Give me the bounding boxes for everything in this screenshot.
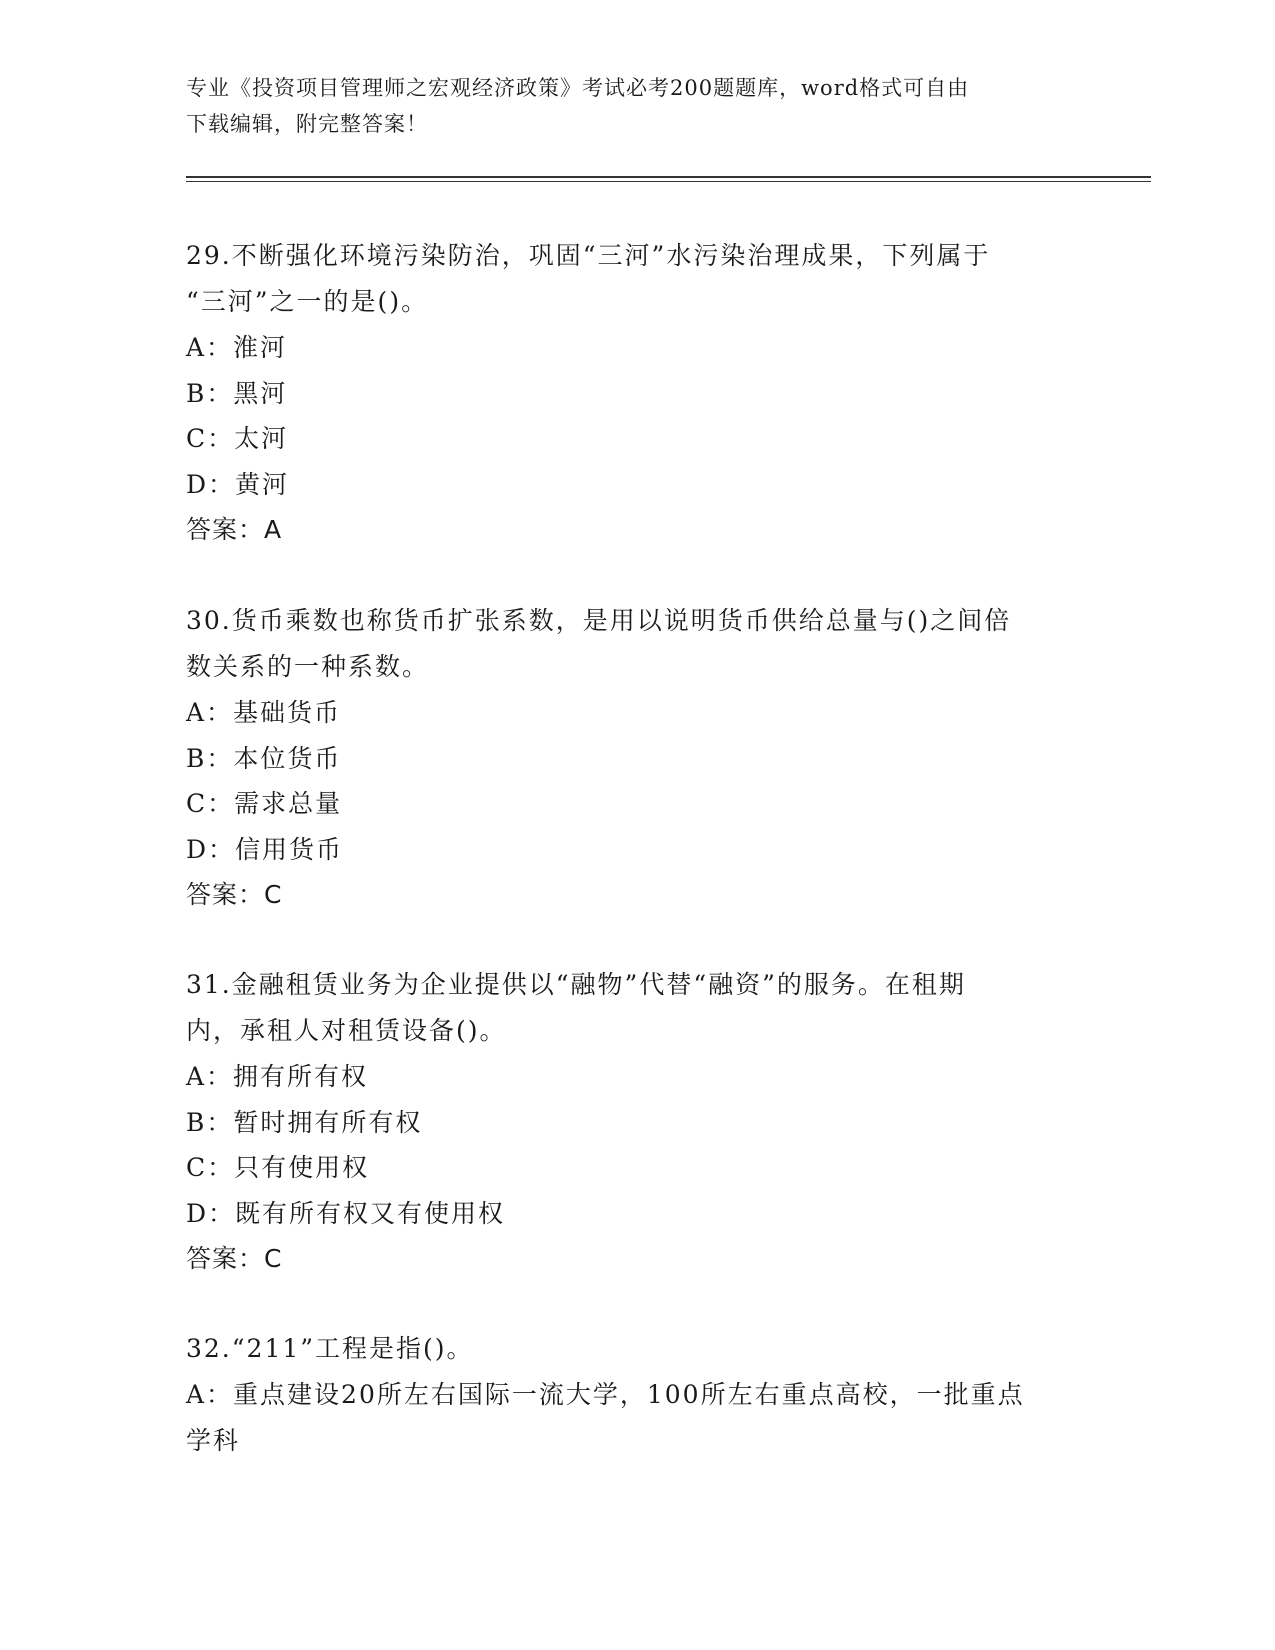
option-a: A：重点建设20所左右国际一流大学，100所左右重点高校，一批重点 — [186, 1380, 1025, 1409]
option-d: D：黄河 — [186, 469, 290, 499]
question-stem: 数关系的一种系数。 — [186, 652, 430, 681]
answer: 答案：C — [186, 880, 283, 909]
option-b: B：黑河 — [186, 378, 288, 408]
answer: 答案：A — [186, 515, 283, 544]
option-a: A：拥有所有权 — [186, 1062, 369, 1091]
option-c: C：只有使用权 — [186, 1153, 370, 1182]
question-stem: “三河”之一的是()。 — [186, 287, 429, 316]
answer: 答案：C — [186, 1244, 283, 1273]
question-stem: 内，承租人对租赁设备()。 — [186, 1016, 507, 1045]
question-32 — [186, 1326, 1086, 1463]
question-29 — [186, 233, 1086, 553]
question-stem: 30.货币乘数也称货币扩张系数，是用以说明货币供给总量与()之间倍 — [186, 606, 1012, 635]
question-31 — [186, 962, 1086, 1282]
option-c: C：需求总量 — [186, 789, 343, 818]
question-stem: 29.不断强化环境污染防治，巩固“三河”水污染治理成果，下列属于 — [186, 241, 991, 270]
option-a: A：基础货币 — [186, 698, 342, 727]
header-title-line-2: 下载编辑，附完整答案！ — [186, 112, 428, 136]
option-d: D：既有所有权又有使用权 — [186, 1198, 506, 1228]
option-a-continued: 学科 — [186, 1425, 241, 1455]
option-c: C：太河 — [186, 424, 289, 453]
option-a: A：淮河 — [186, 333, 288, 362]
header-divider-thick — [186, 176, 1151, 178]
header-divider-thin — [186, 181, 1151, 182]
header-title-line-1: 专业《投资项目管理师之宏观经济政策》考试必考200题题库，word格式可自由 — [186, 76, 970, 100]
document-header — [186, 70, 1086, 142]
question-stem: 32.“211”工程是指()。 — [186, 1334, 474, 1363]
option-b: B：暂时拥有所有权 — [186, 1107, 423, 1137]
option-b: B：本位货币 — [186, 743, 342, 773]
question-30 — [186, 598, 1086, 918]
question-stem: 31.金融租赁业务为企业提供以“融物”代替“融资”的服务。在租期 — [186, 970, 966, 999]
option-d: D：信用货币 — [186, 834, 344, 864]
